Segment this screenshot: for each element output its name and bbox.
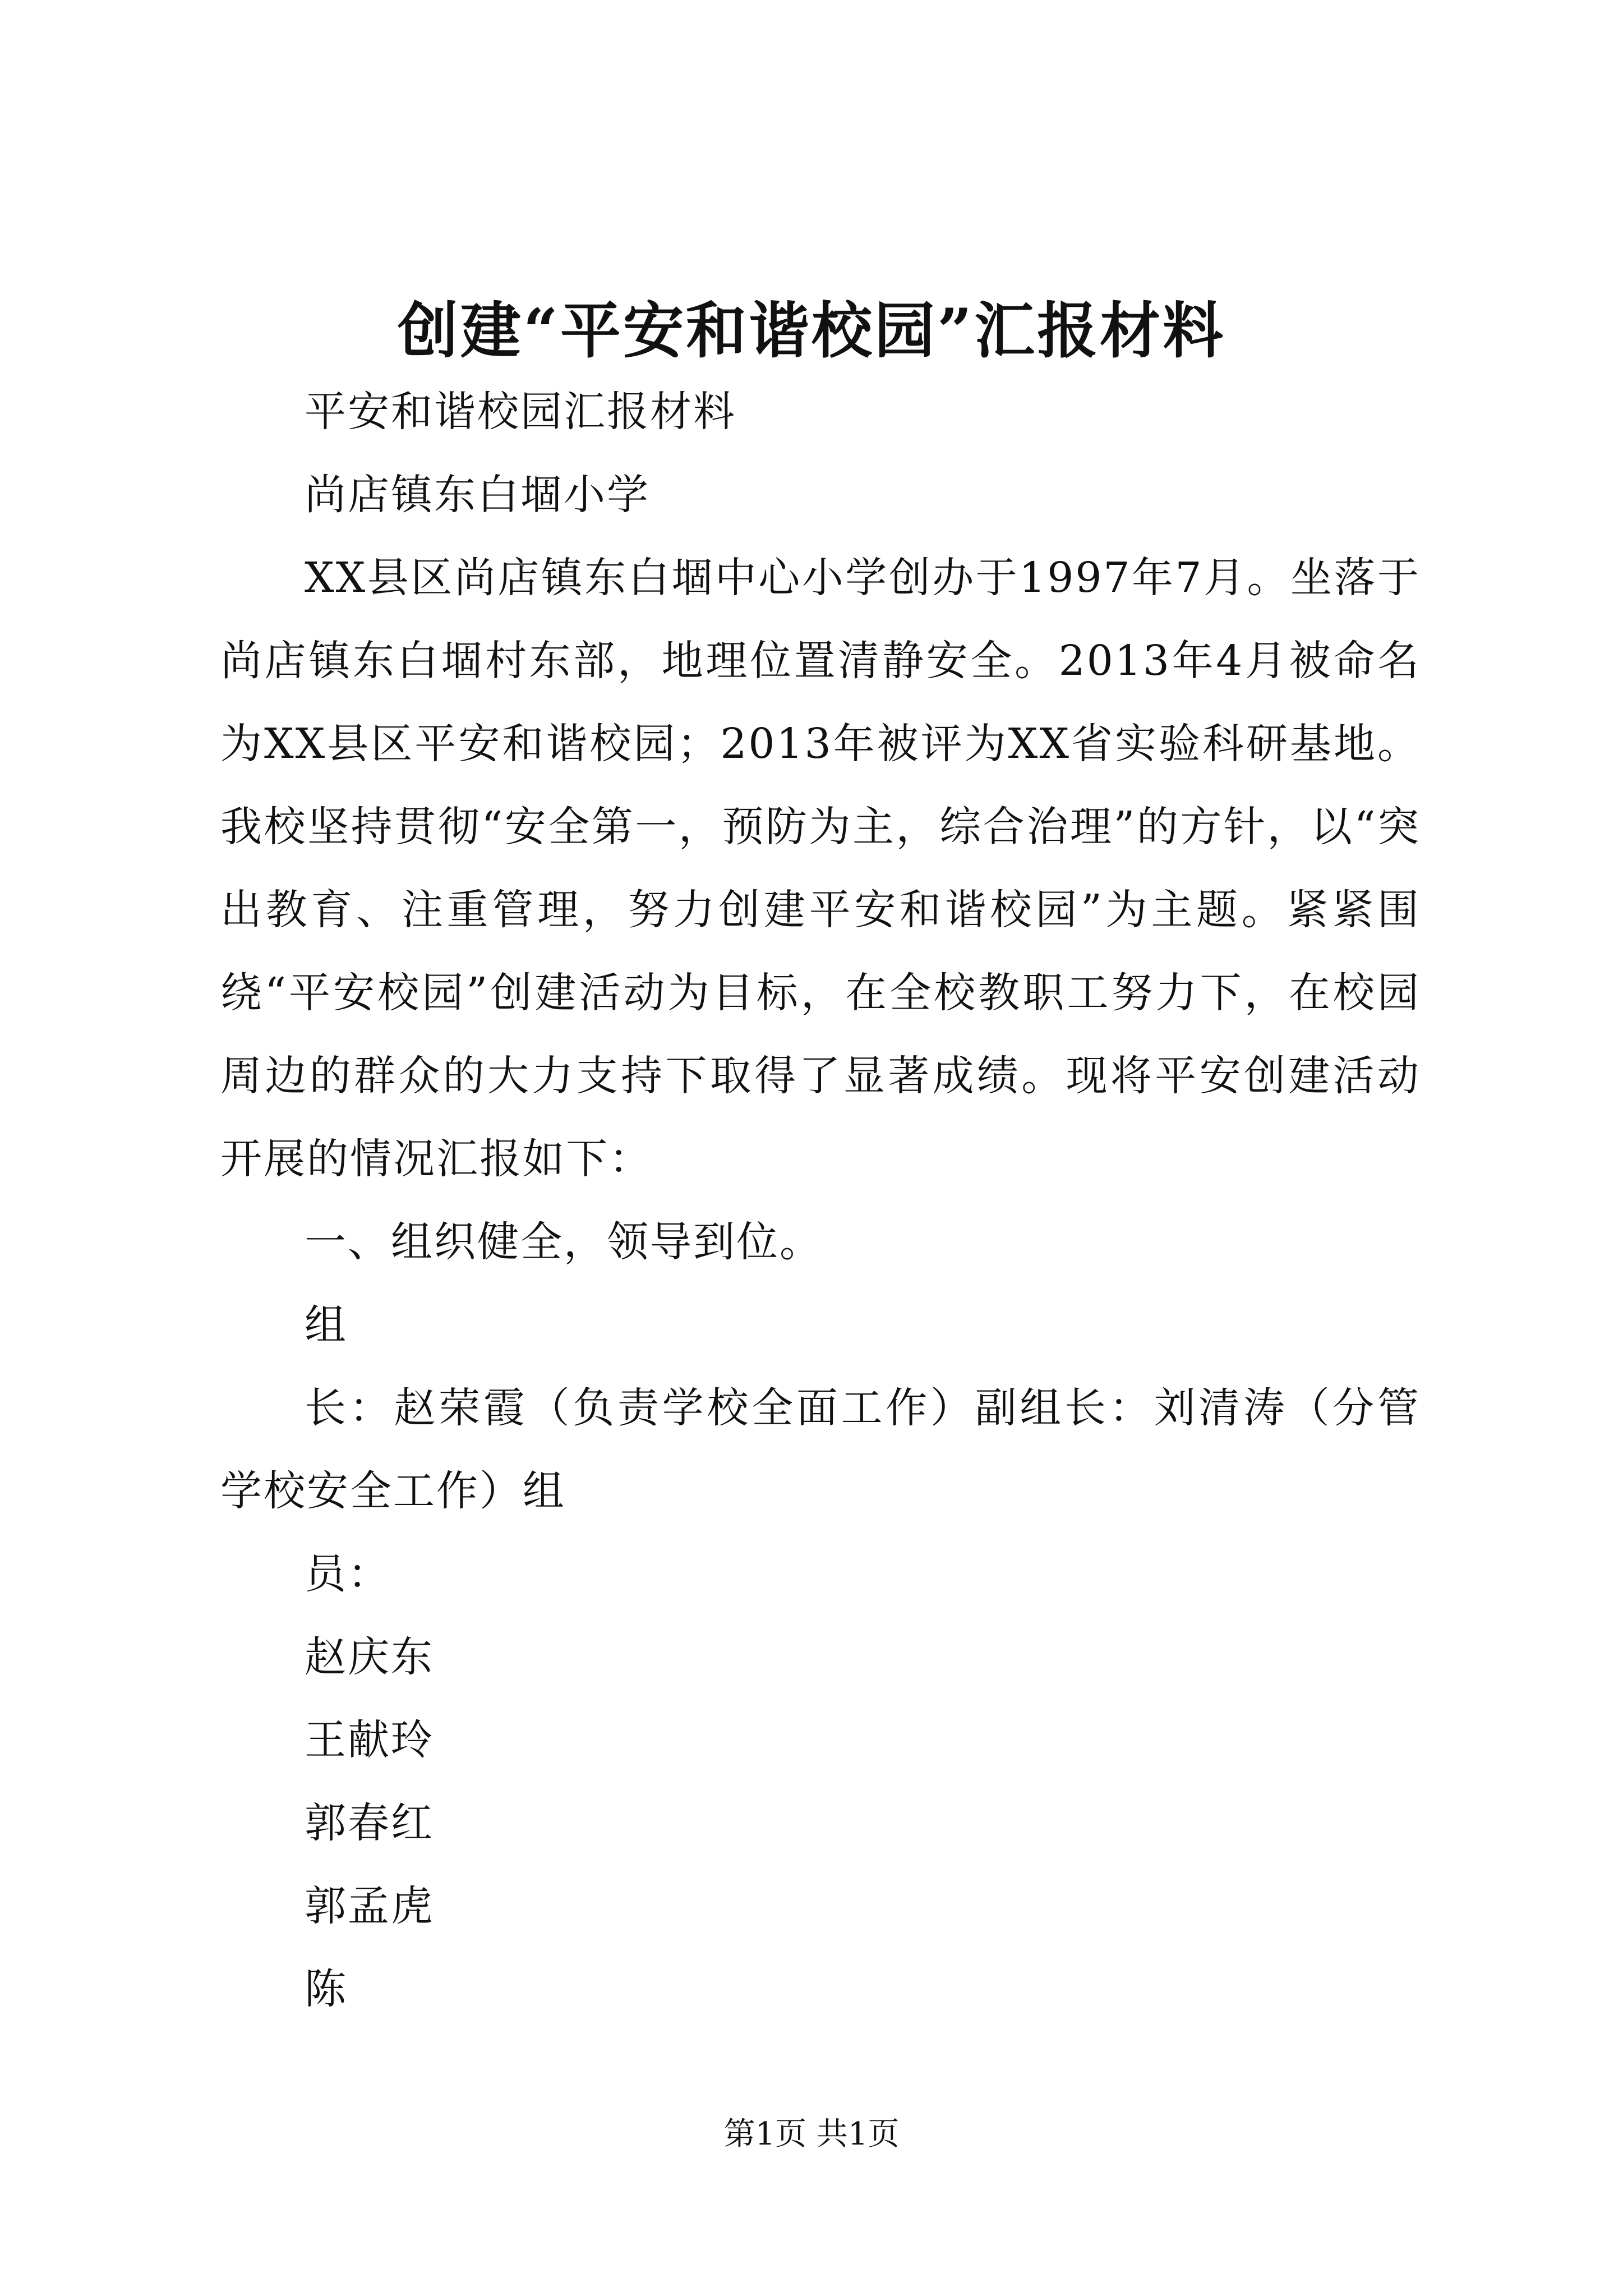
paragraph-member: 郭春红 [305, 1799, 434, 1847]
paragraph-school-name: 尚店镇东白堌小学 [305, 471, 650, 519]
paragraph-group-label: 组 [305, 1301, 348, 1349]
page-footer: 第1页 共1页 [723, 2116, 900, 2152]
paragraph-introduction: XX县区尚店镇东白堌中心小学创办于1997年7月。坐落于尚店镇东白堌村东部，地理位置清静安全。2013年4月被命名为XX县区平安和谐校园；2013年被评为XX省实验科研基地。我校坚持贯彻“安全第一，预防为主，综合治理”的方针，以“突出教育、注重管理，努力创建平安和谐校园”为主题。紧紧围绕“平安校园”创建活动为目标，在全校教职工努力下，在校园周边的群众的大力支持下取得了显著成绩。现将平安创建活动开展的情况汇报如下： [220, 554, 1421, 1183]
paragraph-subtitle: 平安和谐校园汇报材料 [305, 388, 736, 436]
paragraph-member: 赵庆东 [305, 1633, 434, 1681]
paragraph-members-label: 员： [305, 1550, 391, 1598]
paragraph-member: 陈 [305, 1965, 348, 2013]
paragraph-member: 郭孟虎 [305, 1882, 434, 1930]
paragraph-group-leaders: 长：赵荣霞（负责学校全面工作）副组长：刘清涛（分管学校安全工作）组 [220, 1384, 1421, 1515]
paragraph-member: 王献玲 [305, 1716, 434, 1764]
document-body [220, 370, 1421, 2031]
paragraph-section-heading: 一、组织健全，领导到位。 [305, 1218, 823, 1266]
document-title: 创建“平安和谐校园”汇报材料 [397, 296, 1226, 366]
